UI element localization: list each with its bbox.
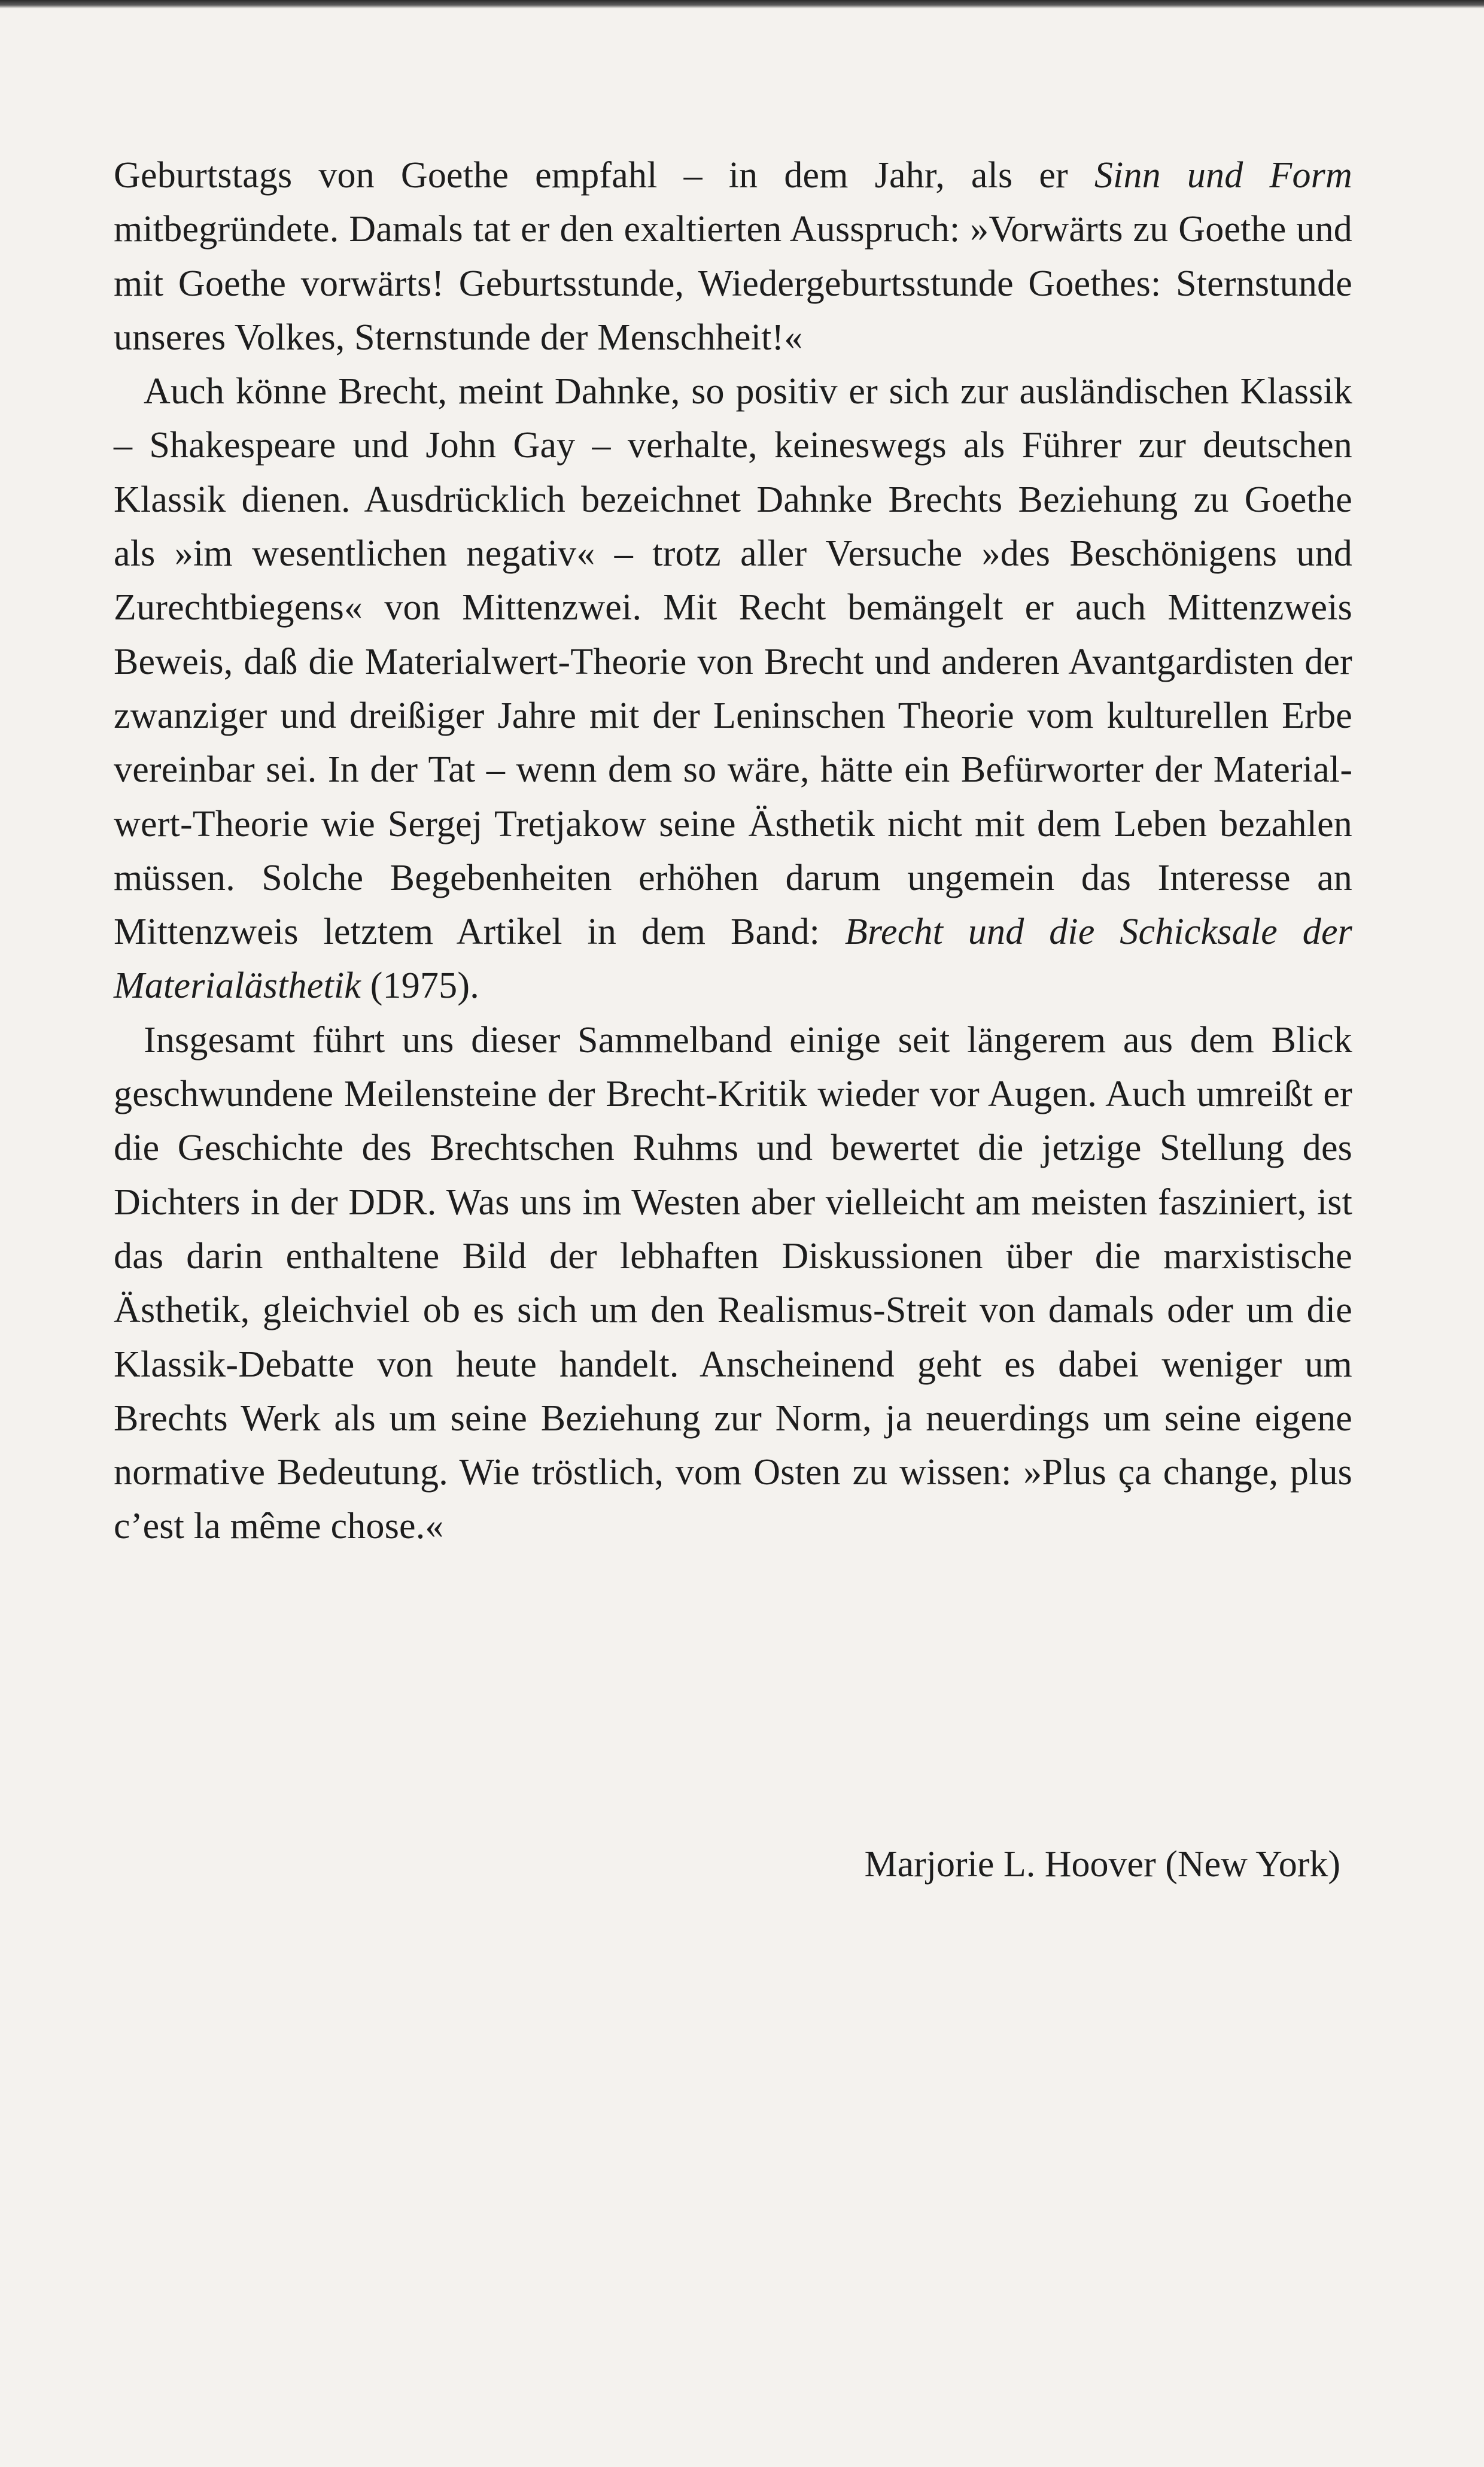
paragraph-1-text-2: mitbegründete. Damals tat er den exaltierten Ausspruch: »Vorwärts zu Goethe und mit Goethe vorwärts! Geburtsstunde, Wiedergeburtsstunde Goethes: Sternstunde unseres Volkes, Sternstunde der Menschheit!«	[114, 209, 1352, 358]
scan-top-edge	[0, 0, 1484, 8]
paragraph-3-text-1: Insgesamt führt uns dieser Sammelband einige seit längerem aus dem Blick geschwundene Meilensteine der Brecht-Kritik wieder vor Augen. Auch umreißt er die Geschichte des Brechtschen Ruhms und bewertet die jetzige Stellung des Dichters in der DDR. Was uns im Westen aber vielleicht am meisten fasziniert, ist das darin enthaltene Bild der lebhaften Diskussionen über die marxistische Ästhetik, gleichviel ob es sich um den Realismus-Streit von damals oder um die Klassik-Debatte von heute handelt. Anscheinend geht es dabei weniger um Brechts Werk als um seine Beziehung zur Norm, ja neuerdings um seine eigene normative Bedeutung. Wie tröstlich, vom Osten zu wissen: »Plus ça change, plus c’est la même chose.«	[114, 1019, 1352, 1547]
journal-title-sinn-und-form: Sinn und Form	[1094, 155, 1352, 196]
author-signature: Marjorie L. Hoover (New York)	[864, 1844, 1340, 1885]
paragraph-2-text-1: Auch könne Brecht, meint Dahnke, so positiv er sich zur ausländischen Klassik – Shakespeare und John Gay – verhalte, keineswegs als Führer zur deutschen Klassik dienen. Ausdrücklich bezeichnet Dahnke Brechts Beziehung zu Goethe als »im wesentlichen negativ« – trotz aller Versuche »des Beschönigens und Zurechtbiegens« von Mittenzwei. Mit Recht bemängelt er auch Mittenzweis Beweis, daß die Materialwert-Theorie von Brecht und anderen Avantgardisten der zwanziger und dreißiger Jahre mit der Leninschen Theorie vom kulturellen Erbe vereinbar sei. In der Tat – wenn dem so wäre, hätte ein Befürworter der Materialwert-Theorie wie Sergej Tretjakow seine Ästhetik nicht mit dem Leben bezahlen müssen. Solche Begebenheiten erhöhen darum ungemein das Interesse an Mittenzweis letztem Artikel in dem Band:	[114, 371, 1352, 953]
paragraph-3	[114, 1013, 1352, 1554]
review-body	[114, 148, 1352, 1554]
paragraph-1	[114, 148, 1352, 364]
paragraph-2-text-2: (1975).	[361, 965, 479, 1007]
article-title-materialaesthetik: Brecht und die Schicksale der Materialästhetik	[114, 912, 1352, 1007]
paragraph-1-text-1: Geburtstags von Goethe empfahl – in dem Jahr, als er	[114, 155, 1094, 196]
paragraph-2	[114, 364, 1352, 1013]
